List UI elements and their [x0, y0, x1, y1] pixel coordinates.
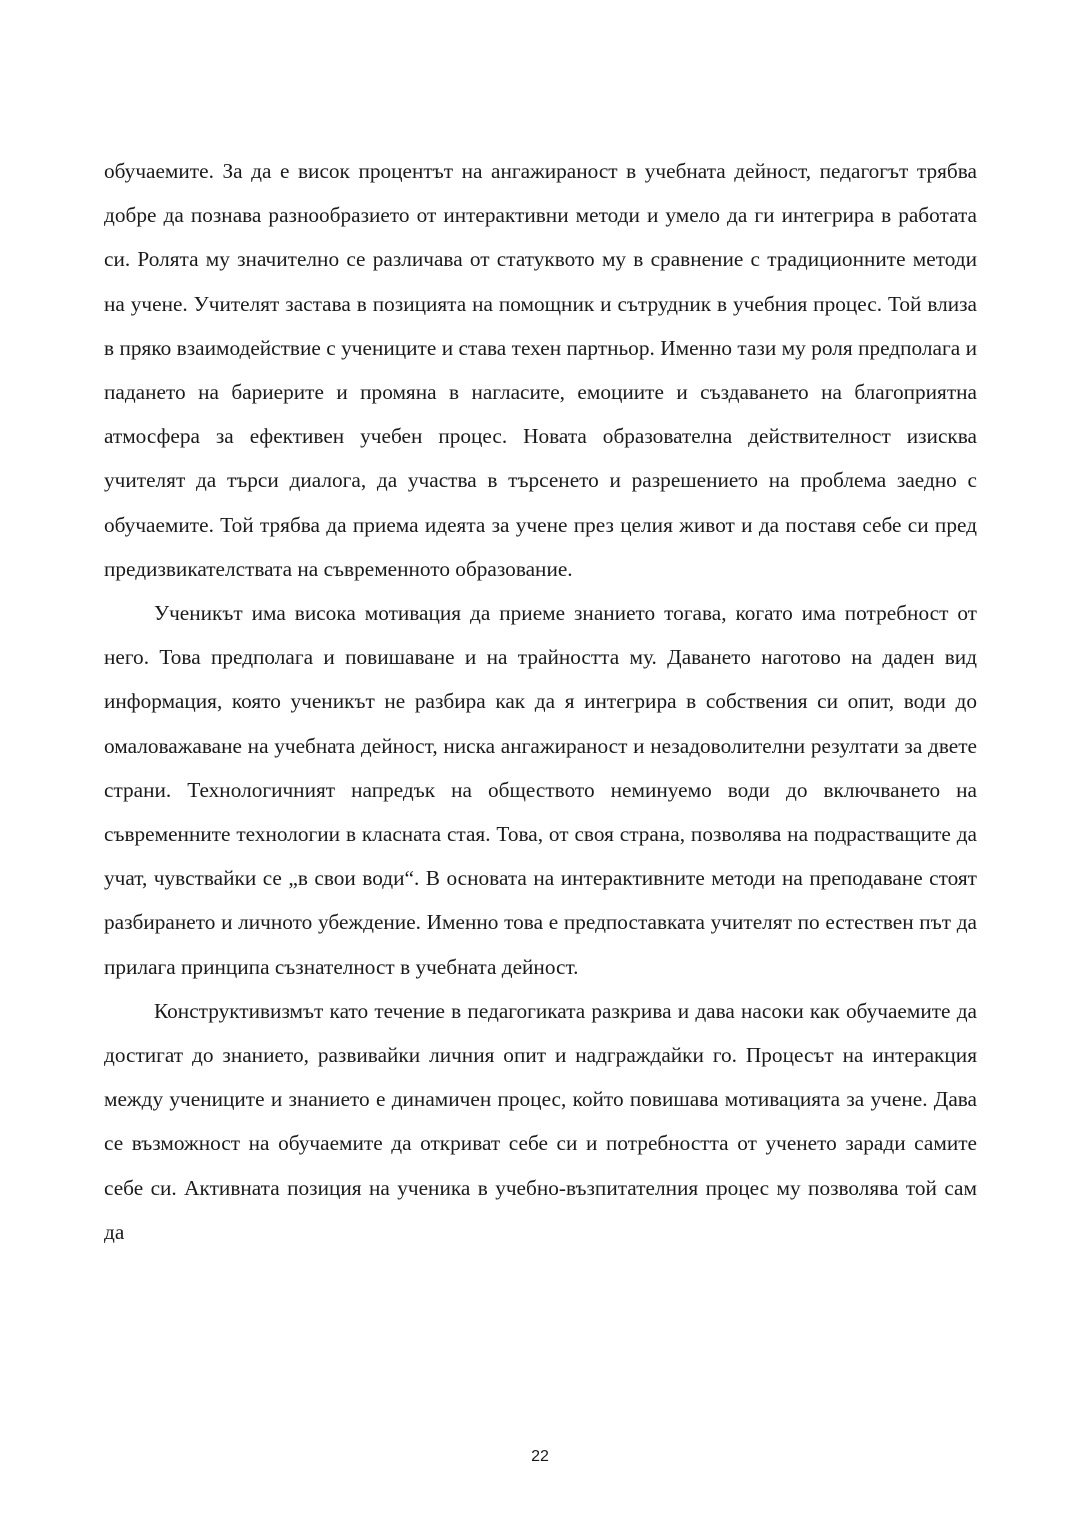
paragraph-1: обучаемите. За да е висок процентът на ангажираност в учебната дейност, педагогът трябва добре да познава разнообразието от интерактивни методи и умело да ги интегрира в работата си. Ролята му значително се различава от статуквото му в сравнение с традиционните методи на учене. Учителят застава в позицията на помощник и сътрудник в учебния процес. Той влиза в пряко взаимодействие с учениците и става техен партньор. Именно тази му роля предполага и падането на бариерите и промяна в нагласите, емоциите и създаването на благоприятна атмосфера за ефективен учебен процес. Новата образователна действителност изисква учителят да търси диалога, да участва в търсенето и разрешението на проблема заедно с обучаемите. Той трябва да приема идеята за учене през целия живот и да поставя себе си пред предизвикателствата на съвременното образование. — [104, 159, 977, 581]
body-text — [104, 149, 977, 1254]
paragraph-2: Ученикът има висока мотивация да приеме знанието тогава, когато има потребност от него. Това предполага и повишаване и на трайността му. Даването наготово на даден вид информация, която ученикът не разбира как да я интегрира в собствения си опит, води до омаловажаване на учебната дейност, ниска ангажираност и незадоволителни резултати за двете страни. Технологичният напредък на обществото неминуемо води до включването на съвременните технологии в класната стая. Това, от своя страна, позволява на подрастващите да учат, чувствайки се „в свои води“. В основата на интерактивните методи на преподаване стоят разбирането и личното убеждение. Именно това е предпоставката учителят по естествен път да прилага принципа съзнателност в учебната дейност. — [104, 601, 977, 979]
page-number: 22 — [531, 1448, 549, 1465]
paragraph-3: Конструктивизмът като течение в педагогиката разкрива и дава насоки как обучаемите да достигат до знанието, развивайки личния опит и надграждайки го. Процесът на интеракция между учениците и знанието е динамичен процес, който повишава мотивацията за учене. Дава се възможност на обучаемите да откриват себе си и потребността от ученето заради самите себе си. Активната позиция на ученика в учебно-възпитателния процес му позволява той сам да — [104, 998, 977, 1244]
